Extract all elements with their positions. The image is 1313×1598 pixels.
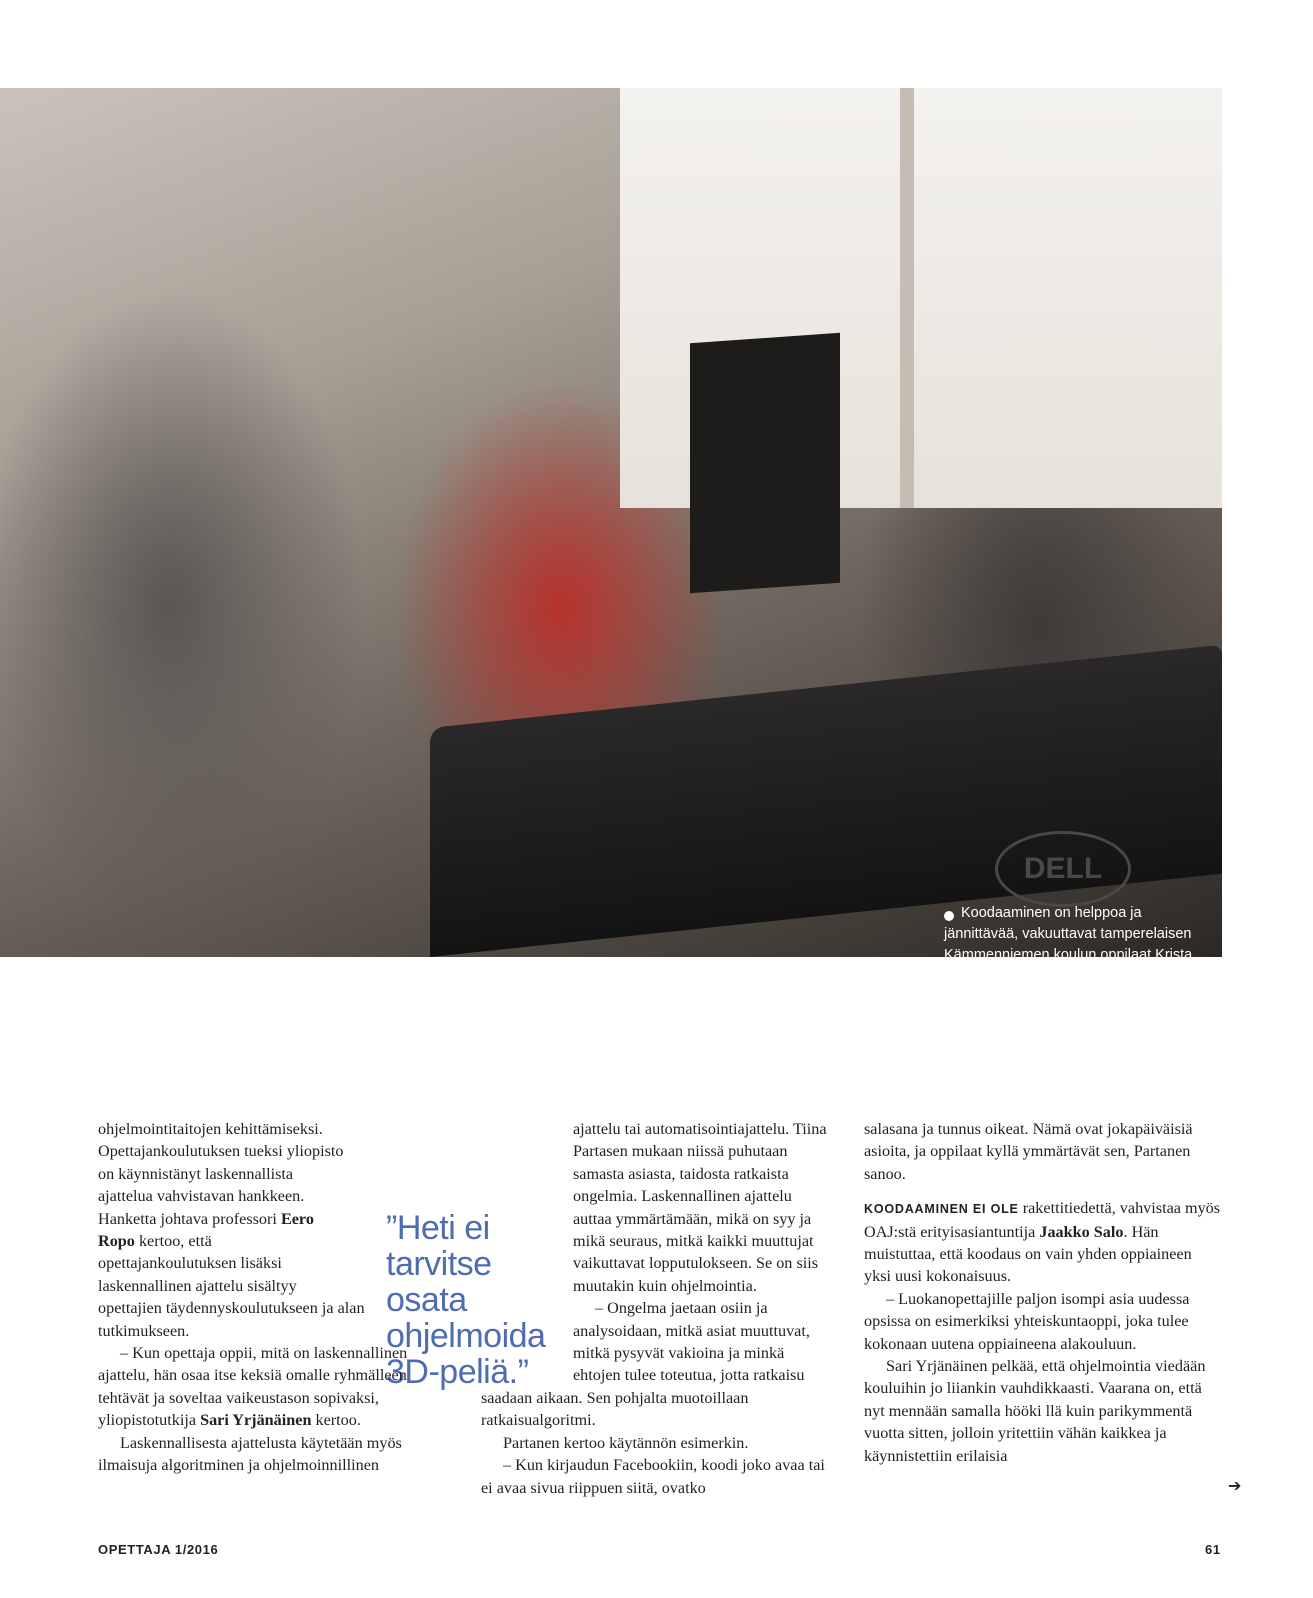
section-kicker: KOODAAMINEN EI OLE <box>864 1202 1019 1217</box>
paragraph: Partanen kertoo käytännön esimerkin. <box>503 1433 749 1452</box>
background-monitor <box>690 333 840 593</box>
paragraph: – Luokanopettajille paljon isompi asia uudessa opsissa on esimerkiksi yhteiskuntaoppi, joka tulee kokonaan uutena oppiaineena alakouluun. <box>864 1289 1190 1353</box>
publication-footer: OPETTAJA 1/2016 <box>98 1542 219 1557</box>
person-name: Sari Yrjänäinen <box>200 1411 312 1430</box>
text-column-2 <box>481 1118 831 1499</box>
page-number: 61 <box>1205 1542 1221 1557</box>
person-name: Jaakko Salo <box>1039 1222 1124 1241</box>
continue-arrow-icon: ➔ <box>1228 1476 1242 1495</box>
text-column-1 <box>98 1118 454 1477</box>
person-name: Eero Ropo <box>98 1209 314 1251</box>
monitor-logo: DELL <box>995 831 1131 907</box>
photo-caption: Koodaaminen on helppoa ja jännittävää, vakuuttavat tamperelaisen Kämmenniemen koulun oppilaat Krista Mätäsniemi, Anni Heikkilä ja Mirka Miikkulainen sekä opettaja Tiina Partanen. <box>944 905 1193 1026</box>
paragraph: – Kun kirjaudun Facebookiin, koodi joko avaa tai ei avaa sivua riippuen siitä, ovatko <box>481 1456 825 1497</box>
paragraph: salasana ja tunnus oikeat. Nämä ovat jokapäiväisiä asioita, ja oppilaat kyllä ymmärtävät sen, Partanen sanoo. <box>864 1120 1193 1183</box>
paragraph: – Ongelma jaetaan osiin ja analysoidaan, mitkä asiat muuttuvat, mitkä pysyvät vakioina ja minkä ehtojen tulee toteutua, jotta ratkaisu saadaan aikaan. Sen pohjalta muotoillaan ratkaisualgoritmi. <box>481 1299 810 1430</box>
paragraph: ohjelmointitaitojen kehittämiseksi. Opettajankoulutuksen tueksi yliopisto on käynnistänyt laskennallista ajattelua vahvistavan hankkeen. Hanketta johtava professori Eero Ropo kertoo, että opettajankoulutuksen lisäksi laskennallinen ajattelu sisältyy opettajien täydennyskoulutukseen ja alan tutkimukseen. <box>98 1120 365 1340</box>
paragraph: KOODAAMINEN EI OLE rakettitiedettä, vahvistaa myös OAJ:stä erityisasiantuntija Jaakko Salo. Hän muistuttaa, että koodaus on vain yhden oppiaineen yksi uusi kokonaisuus. <box>864 1199 1221 1286</box>
pull-quote: ”Heti ei tarvitse osata ohjelmoida 3D-peliä.” <box>386 1209 546 1391</box>
paragraph: Laskennallisesta ajattelusta käytetään myös ilmaisuja algoritminen ja ohjelmoinnillinen <box>98 1433 402 1475</box>
paragraph: Sari Yrjänäinen pelkää, että ohjelmointia viedään kouluihin jo liiankin vauhdikkaasti. Vaarana on, että nyt mennään samalla hööki llä kuin parikymmentä vuotta sitten, jolloin yritettiin vähän kaikkea ja käynnistettiin erilaisia <box>864 1357 1206 1465</box>
text-column-3 <box>864 1118 1222 1467</box>
paragraph: ajattelu tai automatisointiajattelu. Tiina Partasen mukaan niissä puhutaan samasta asiasta, taidosta ratkaista ongelmia. Laskennallinen ajattelu auttaa ymmärtämään, mikä on syy ja mikä seuraus, mitkä kaikki muuttujat vaikuttavat lopputulokseen. Se on siis muutakin kuin ohjelmointia. <box>573 1120 827 1295</box>
paragraph: – Kun opettaja oppii, mitä on laskennallinen ajattelu, hän osaa itse keksiä omalle ryhmälleen tehtävät ja soveltaa vaikeustason sopivaksi, yliopistotutkija Sari Yrjänäinen kertoo. <box>98 1344 408 1430</box>
window-frame <box>900 88 914 508</box>
article-photo <box>0 88 1222 1026</box>
